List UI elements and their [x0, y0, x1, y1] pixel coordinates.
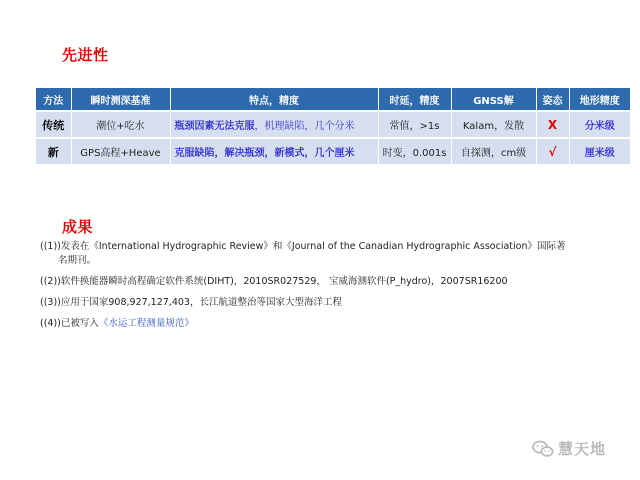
- comparison-table: [36, 88, 630, 164]
- result-text: ((1))发表在《International Hydrographic Review》和《Journal of the Canadian Hydrographic Association》国际著: [40, 241, 566, 252]
- method-cell: 传统: [36, 111, 71, 138]
- result-text-continued: 名期刊。: [58, 255, 97, 266]
- gnss-cell: Kalam，发散: [451, 111, 536, 138]
- column-header: 姿态: [536, 88, 569, 111]
- terrain-cell: 分米级: [569, 111, 630, 138]
- column-header: 地形精度: [569, 88, 630, 111]
- list-item: ((3))应用于国家908,927,127,403，长江航道整治等国家大型海洋工程: [40, 297, 342, 308]
- terrain-cell: 厘米级: [569, 138, 630, 164]
- standard-link[interactable]: 《水运工程测量规范》: [98, 318, 194, 329]
- column-header: 瞬时测深基准: [71, 88, 170, 111]
- watermark: [532, 438, 606, 459]
- status-cell: X: [536, 111, 569, 138]
- feature-cell: [170, 138, 378, 164]
- section-title-results: 成果: [62, 218, 94, 236]
- feature-rest-text: ，机理缺陷，几个分米: [254, 121, 355, 132]
- column-header: 方法: [36, 88, 71, 111]
- table-row: [36, 138, 630, 164]
- results-list: [40, 240, 600, 338]
- list-item: [40, 240, 600, 268]
- status-cell: √: [536, 138, 569, 164]
- column-header: 时延，精度: [378, 88, 451, 111]
- datum-cell: GPS高程+Heave: [71, 138, 170, 164]
- wechat-icon: [532, 440, 554, 458]
- list-item: [40, 317, 600, 331]
- watermark-text: 慧天地: [558, 440, 607, 458]
- list-item: ((2))软件换能器瞬时高程确定软件系统(DIHT)，2010SR027529， 宝威海测软件(P_hydro)，2007SR16200: [40, 276, 508, 287]
- method-cell: 新: [36, 138, 71, 164]
- result-text: ((4))已被写入: [40, 318, 99, 329]
- table-header-row: [36, 88, 630, 111]
- latency-cell: 时变，0.001s: [378, 138, 451, 164]
- column-header: GNSS解: [451, 88, 536, 111]
- feature-cell: [170, 111, 378, 138]
- column-header: 特点，精度: [170, 88, 378, 111]
- feature-strong-text: 瓶颈因素无法克服: [174, 121, 255, 132]
- datum-cell: 潮位+吃水: [71, 111, 170, 138]
- table-row: [36, 111, 630, 138]
- gnss-cell: 自探测，cm级: [451, 138, 536, 164]
- feature-strong-text: 克服缺陷，解决瓶颈，新模式，几个厘米: [174, 148, 355, 159]
- section-title-advancement: 先进性: [62, 46, 109, 64]
- latency-cell: 常值，>1s: [378, 111, 451, 138]
